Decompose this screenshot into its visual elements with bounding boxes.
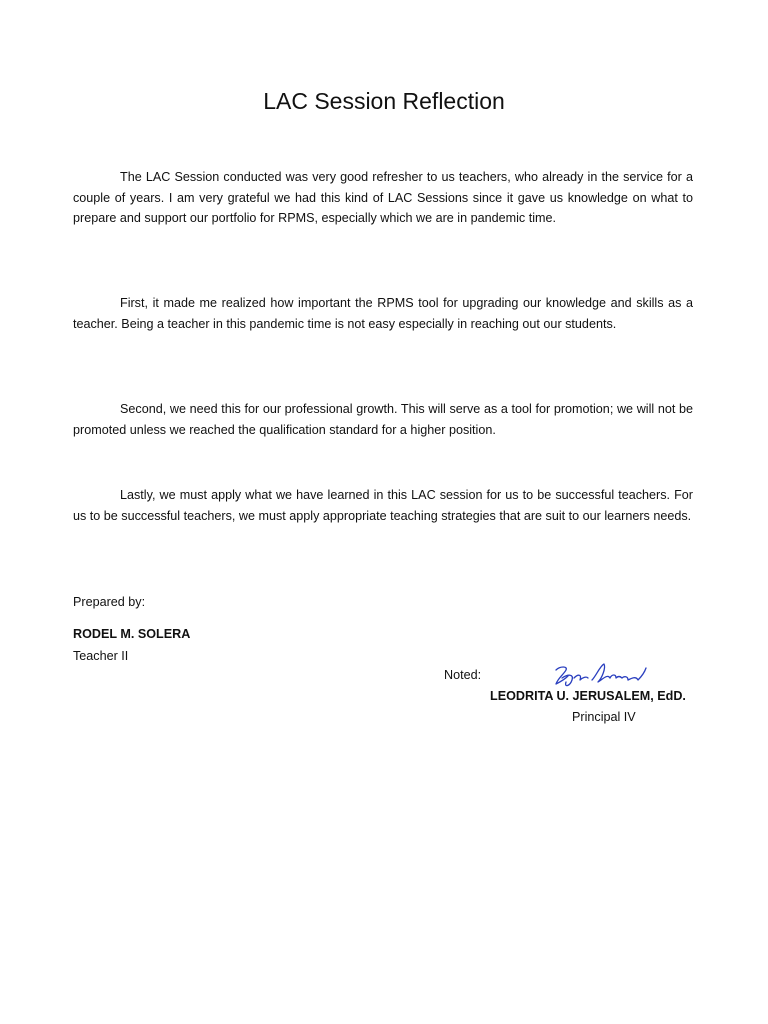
preparer-position: Teacher II [73, 649, 129, 663]
paragraph-last-point: Lastly, we must apply what we have learned in this LAC session for us to be successful teachers. For us to be successful teachers, we must apply appropriate teaching strategies that are suit to our learners needs. [73, 488, 693, 523]
noter-name: LEODRITA U. JERUSALEM, EdD. [490, 689, 686, 703]
paragraph-first-point: First, it made me realized how important the RPMS tool for upgrading our knowledge and skills as a teacher. Being a teacher in this pandemic time is not easy especially in reaching out our students. [73, 296, 693, 331]
document-title: LAC Session Reflection [263, 88, 505, 114]
prepared-by-label: Prepared by: [73, 595, 146, 609]
noter-position: Principal IV [572, 710, 636, 724]
paragraph-intro: The LAC Session conducted was very good refresher to us teachers, who already in the service for a couple of years. I am very grateful we had this kind of LAC Sessions since it gave us knowledge on what to prepare and support our portfolio for RPMS, especially which we are in pandemic time. [73, 170, 693, 226]
noted-label: Noted: [444, 668, 482, 682]
preparer-name: RODEL M. SOLERA [73, 627, 191, 641]
paragraph-second-point: Second, we need this for our professional growth. This will serve as a tool for promotion; we will not be promoted unless we reached the qualification standard for a higher position. [73, 402, 693, 437]
